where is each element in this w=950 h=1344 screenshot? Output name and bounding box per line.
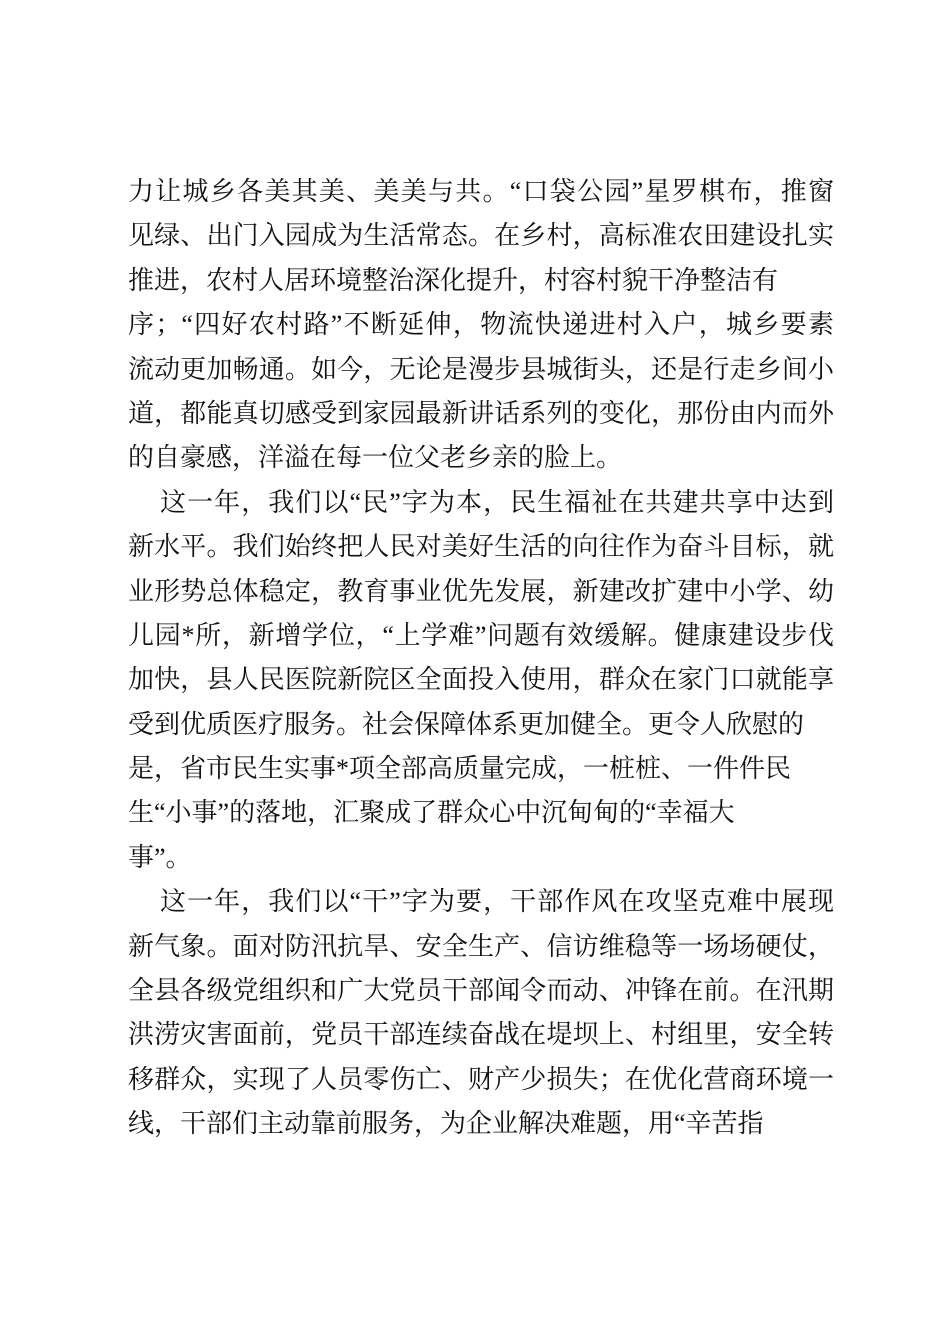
text-line: 洪涝灾害面前，党员干部连续奋战在堤坝上、村组里，安全转 (128, 1020, 834, 1050)
text-line: 的自豪感，洋溢在每一位父老乡亲的脸上。 (128, 443, 623, 473)
document-body (128, 170, 834, 1147)
text-line: 是，省市民生实事*项全部高质量完成，一桩桩、一件件民 (128, 754, 792, 784)
paragraph (128, 880, 834, 1146)
text-line: 序；“四好农村路”不断延伸，物流快递进村入户，城乡要素 (128, 310, 834, 340)
text-line: 事”。 (128, 842, 192, 872)
text-line: 业形势总体稳定，教育事业优先发展，新建改扩建中小学、幼 (128, 576, 834, 606)
text-line: 移群众，实现了人员零伤亡、财产少损失；在优化营商环境一 (128, 1064, 834, 1094)
text-line: 新气象。面对防汛抗旱、安全生产、信访维稳等一场场硬仗， (128, 931, 834, 961)
text-line: 全县各级党组织和广大党员干部闻令而动、冲锋在前。在汛期 (128, 976, 834, 1006)
text-line: 这一年，我们以“民”字为本，民生福祉在共建共享中达到 (160, 487, 834, 517)
paragraph (128, 170, 834, 481)
text-line: 线，干部们主动靠前服务，为企业解决难题，用“辛苦指 (128, 1109, 764, 1139)
text-line: 加快，县人民医院新院区全面投入使用，群众在家门口就能享 (128, 665, 834, 695)
text-line: 受到优质医疗服务。社会保障体系更加健全。更令人欣慰的 (128, 709, 805, 739)
text-line: 儿园*所，新增学位，“上学难”问题有效缓解。健康建设步伐 (128, 620, 834, 650)
text-line: 见绿、出门入园成为生活常态。在乡村，高标准农田建设扎实 (128, 221, 834, 251)
text-line: 新水平。我们始终把人民对美好生活的向往作为奋斗目标，就 (128, 532, 834, 562)
paragraph (128, 481, 834, 881)
text-line: 推进，农村人居环境整治深化提升，村容村貌干净整洁有 (128, 265, 779, 295)
text-line: 生“小事”的落地，汇聚成了群众心中沉甸甸的“幸福大 (128, 798, 735, 828)
text-line: 流动更加畅通。如今，无论是漫步县城街头，还是行走乡间小 (128, 354, 834, 384)
text-line: 道，都能真切感受到家园最新讲话系列的变化，那份由内而外 (128, 398, 834, 428)
text-line: 力让城乡各美其美、美美与共。“口袋公园”星罗棋布，推窗 (128, 177, 834, 206)
text-line: 这一年，我们以“干”字为要，干部作风在攻坚克难中展现 (160, 887, 834, 917)
